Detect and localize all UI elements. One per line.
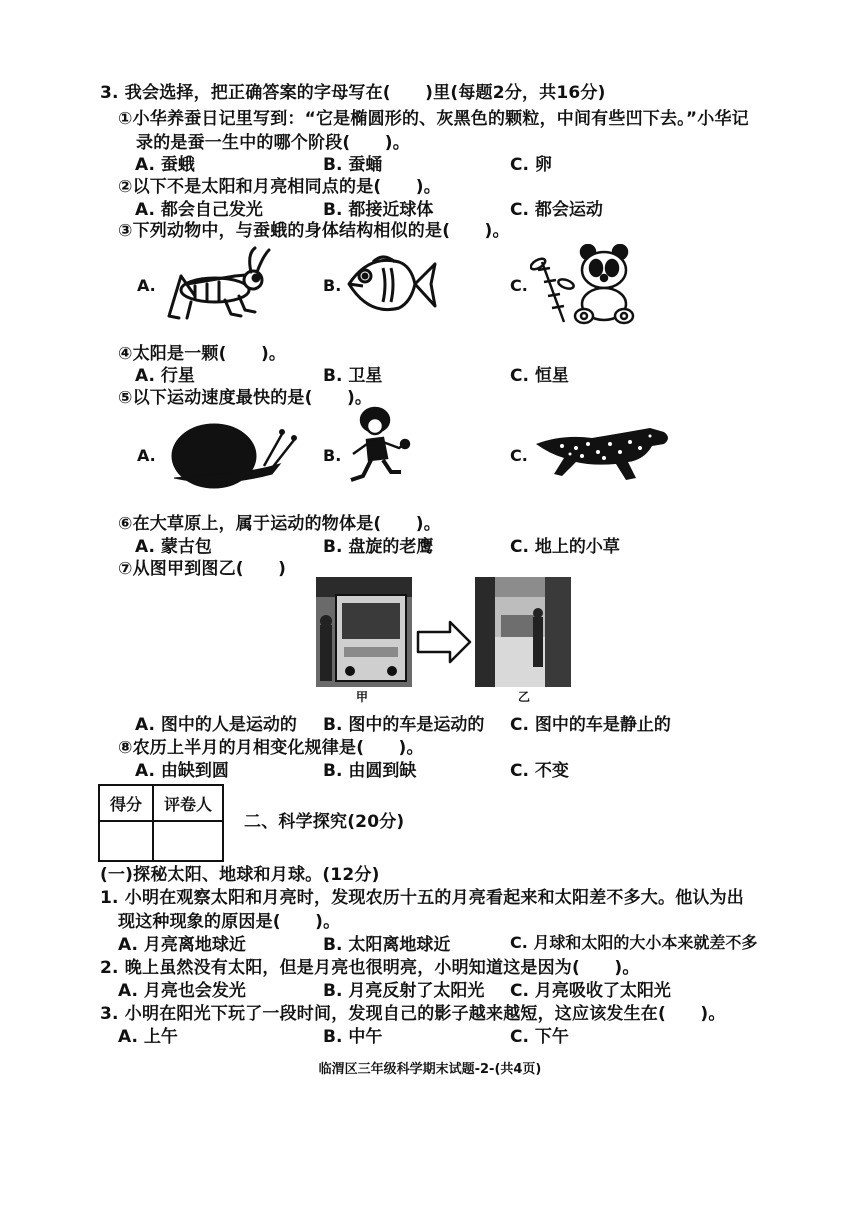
item-6-option-b: B. 盘旋的老鹰: [323, 537, 434, 557]
item-4-option-c: C. 恒星: [510, 366, 569, 386]
item-3-option-a: A.: [137, 276, 156, 295]
item-8-option-a: A. 由缺到圆: [135, 761, 229, 781]
item-6-option-c: C. 地上的小草: [510, 537, 620, 557]
s2-q3-option-a: A. 上午: [118, 1027, 178, 1047]
s2-q1-option-a: A. 月亮离地球近: [118, 935, 246, 955]
item-7-option-b: B. 图中的车是运动的: [323, 715, 485, 735]
s2-q2-option-a: A. 月亮也会发光: [118, 981, 246, 1001]
section-2-subtitle: (一)探秘太阳、地球和月球。(12分): [100, 865, 380, 885]
arrow-right-icon: [416, 620, 472, 664]
page-footer: 临渭区三年级科学期末试题-2-(共4页): [318, 1062, 542, 1077]
item-3-option-c: C.: [510, 276, 528, 295]
grader-label: 评卷人: [153, 785, 223, 821]
item-2-option-b: B. 都接近球体: [323, 200, 434, 220]
snail-picture: [160, 418, 298, 490]
s2-q2-option-c: C. 月亮吸收了太阳光: [510, 981, 671, 1001]
caption-yi: 乙: [518, 690, 531, 704]
fish-picture: [343, 250, 439, 320]
score-box: [98, 784, 224, 862]
score-cell[interactable]: [99, 821, 153, 861]
section-2-title: 二、科学探究(20分): [244, 812, 405, 832]
score-label: 得分: [99, 785, 153, 821]
grader-cell[interactable]: [153, 821, 223, 861]
street-photo-yi: [475, 577, 571, 687]
s2-q3-stem: 3. 小明在阳光下玩了一段时间，发现自己的影子越来越短，这应该发生在( )。: [100, 1004, 726, 1024]
running-child-picture: [343, 406, 413, 490]
question-3-header: 3. 我会选择，把正确答案的字母写在( )里(每题2分，共16分): [100, 83, 606, 103]
s2-q3-option-c: C. 下午: [510, 1027, 569, 1047]
item-4-option-a: A. 行星: [135, 366, 195, 386]
item-4-option-b: B. 卫星: [323, 366, 383, 386]
item-6-stem: ⑥在大草原上，属于运动的物体是( )。: [118, 514, 441, 534]
item-5-option-a: A.: [137, 446, 156, 465]
s2-q2-stem: 2. 晚上虽然没有太阳，但是月亮也很明亮，小明知道这是因为( )。: [100, 958, 640, 978]
item-7-option-a: A. 图中的人是运动的: [135, 715, 297, 735]
s2-q1-option-c: C. 月球和太阳的大小本来就差不多: [510, 933, 758, 952]
item-1-option-c: C. 卵: [510, 155, 552, 175]
item-5-stem: ⑤以下运动速度最快的是( )。: [118, 388, 373, 408]
item-7-option-c: C. 图中的车是静止的: [510, 715, 671, 735]
item-8-option-b: B. 由圆到缺: [323, 761, 417, 781]
item-5-option-b: B.: [323, 446, 342, 465]
item-6-option-a: A. 蒙古包: [135, 537, 212, 557]
item-3-option-b: B.: [323, 276, 342, 295]
item-1-option-b: B. 蚕蛹: [323, 155, 383, 175]
item-4-stem: ④太阳是一颗( )。: [118, 344, 287, 364]
item-7-stem: ⑦从图甲到图乙( ): [118, 559, 287, 579]
bus-photo-jia: [316, 577, 412, 687]
item-5-option-c: C.: [510, 446, 528, 465]
item-1-stem: ①小华养蚕日记里写到：“它是椭圆形的、灰黑色的颗粒，中间有些凹下去。”小华记: [118, 109, 749, 129]
s2-q1-stem: 1. 小明在观察太阳和月亮时，发现农历十五的月亮看起来和太阳差不多大。他认为出: [100, 888, 745, 908]
item-3-stem: ③下列动物中，与蚕蛾的身体结构相似的是( )。: [118, 221, 510, 241]
item-2-option-a: A. 都会自己发光: [135, 200, 263, 220]
s2-q1-stem-cont: 现这种现象的原因是( )。: [118, 912, 341, 932]
caption-jia: 甲: [356, 690, 369, 704]
grasshopper-picture: [165, 246, 277, 326]
item-1-stem-cont: 录的是蚕一生中的哪个阶段( )。: [136, 133, 410, 153]
panda-picture: [530, 244, 635, 326]
item-1-option-a: A. 蚕蛾: [135, 155, 195, 175]
cheetah-picture: [532, 418, 674, 488]
item-8-stem: ⑧农历上半月的月相变化规律是( )。: [118, 738, 424, 758]
s2-q3-option-b: B. 中午: [323, 1027, 383, 1047]
s2-q1-option-b: B. 太阳离地球近: [323, 935, 451, 955]
s2-q2-option-b: B. 月亮反射了太阳光: [323, 981, 485, 1001]
item-8-option-c: C. 不变: [510, 761, 569, 781]
item-2-option-c: C. 都会运动: [510, 200, 603, 220]
item-2-stem: ②以下不是太阳和月亮相同点的是( )。: [118, 177, 441, 197]
